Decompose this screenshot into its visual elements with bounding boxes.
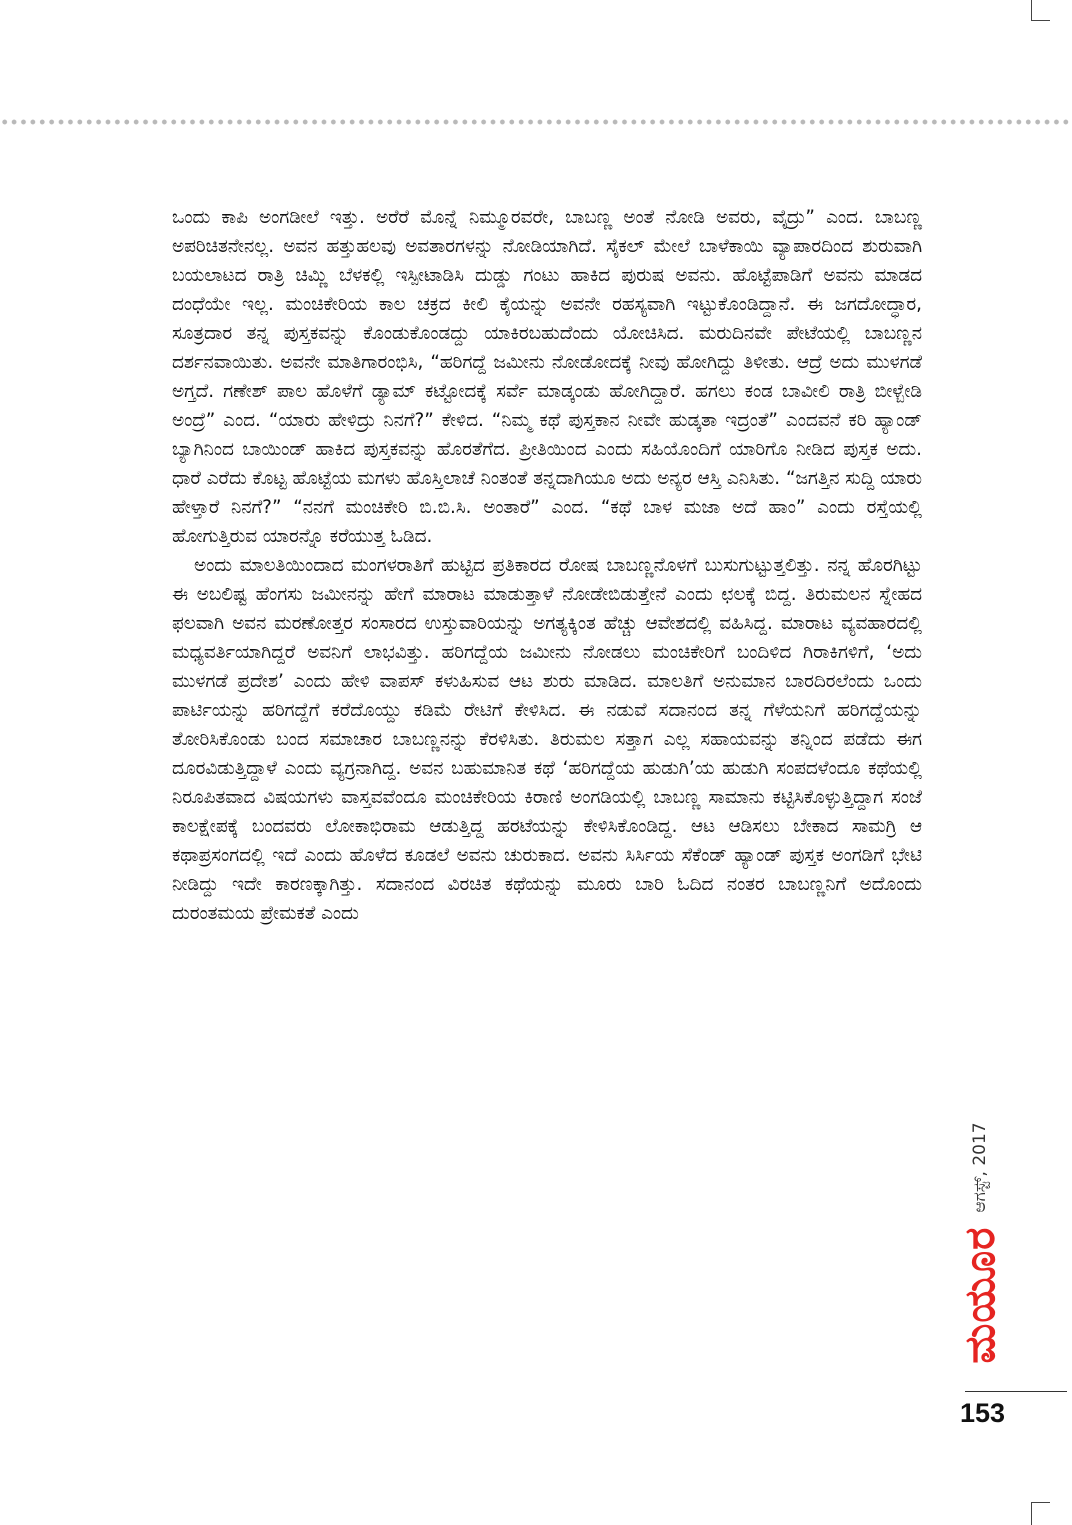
crop-mark-bottom	[1031, 1502, 1050, 1525]
magazine-logo: ಮಯೂರ	[955, 1226, 1004, 1364]
crop-mark-top	[1031, 0, 1050, 21]
magazine-masthead	[948, 1118, 1012, 1368]
issue-date: ಆಗಸ್ಟ್, 2017	[970, 1122, 990, 1213]
paragraph-1: ಒಂದು ಕಾಪಿ ಅಂಗಡೀಲೆ ಇತ್ತು. ಅರೆರೆ ಮೊನ್ನೆ ನಿಮ್ಮೂರವರೇ, ಬಾಬಣ್ಣ ಅಂತೆ ನೋಡಿ ಅವರು, ವೈದ್ರು” ಎಂದ. ಬಾಬಣ್ಣ ಅಪರಿಚಿತನೇನಲ್ಲ. ಅವನ ಹತ್ತುಹಲವು ಅವತಾರಗಳನ್ನು ನೋಡಿಯಾಗಿದೆ. ಸೈಕಲ್ ಮೇಲೆ ಬಾಳೆಕಾಯಿ ವ್ಯಾಪಾರದಿಂದ ಶುರುವಾಗಿ ಬಯಲಾಟದ ರಾತ್ರಿ ಚಿಮ್ಣಿ ಬೆಳಕಲ್ಲಿ ಇಸ್ಪೀಟಾಡಿಸಿ ದುಡ್ಡು ಗಂಟು ಹಾಕಿದ ಪುರುಷ ಅವನು. ಹೊಟ್ಟೆಪಾಡಿಗೆ ಅವನು ಮಾಡದ ದಂಧೆಯೇ ಇಲ್ಲ. ಮಂಚಿಕೇರಿಯ ಕಾಲ ಚಕ್ರದ ಕೀಲಿ ಕೈಯನ್ನು ಅವನೇ ರಹಸ್ಯವಾಗಿ ಇಟ್ಟುಕೊಂಡಿದ್ದಾನೆ. ಈ ಜಗದೋದ್ಧಾರ, ಸೂತ್ರದಾರ ತನ್ನ ಪುಸ್ತಕವನ್ನು ಕೊಂಡುಕೊಂಡದ್ದು ಯಾಕಿರಬಹುದೆಂದು ಯೋಚಿಸಿದ. ಮರುದಿನವೇ ಪೇಟೆಯಲ್ಲಿ ಬಾಬಣ್ಣನ ದರ್ಶನವಾಯಿತು. ಅವನೇ ಮಾತಿಗಾರಂಭಿಸಿ, “ಹರಿಗದ್ದೆ ಜಮೀನು ನೋಡೋದಕ್ಕೆ ನೀವು ಹೋಗಿದ್ದು ತಿಳೀತು. ಆದ್ರೆ ಅದು ಮುಳಗಡೆ ಅಗ್ತದೆ. ಗಣೇಶ್ ಪಾಲ ಹೊಳೆಗೆ ಡ್ಯಾಮ್ ಕಟ್ಟೋದಕ್ಕೆ ಸರ್ವೆ ಮಾಡ್ಕಂಡು ಹೋಗಿದ್ದಾರೆ. ಹಗಲು ಕಂಡ ಬಾವೀಲಿ ರಾತ್ರಿ ಬೀಳ್ಬೇಡಿ ಅಂದ್ರೆ” ಎಂದ. “ಯಾರು ಹೇಳಿದ್ರು ನಿನಗೆ?” ಕೇಳಿದ. “ನಿಮ್ಮ ಕಥೆ ಪುಸ್ತಕಾನ ನೀವೇ ಹುಡ್ಕತಾ ಇದ್ರಂತೆ” ಎಂದವನೆ ಕರಿ ಹ್ಯಾಂಡ್ ಬ್ಯಾಗಿನಿಂದ ಬಾಯಿಂಡ್ ಹಾಕಿದ ಪುಸ್ತಕವನ್ನು ಹೊರತೆಗೆದ. ಪ್ರೀತಿಯಿಂದ ಎಂದು ಸಹಿಯೊಂದಿಗೆ ಯಾರಿಗೊ ನೀಡಿದ ಪುಸ್ತಕ ಅದು. ಧಾರೆ ಎರೆದು ಕೊಟ್ಟ ಹೊಟ್ಟೆಯ ಮಗಳು ಹೊಸ್ತಿಲಾಚೆ ನಿಂತಂತೆ ತನ್ನದಾಗಿಯೂ ಅದು ಅನ್ಯರ ಆಸ್ತಿ ಎನಿಸಿತು. “ಜಗತ್ತಿನ ಸುದ್ದಿ ಯಾರು ಹೇಳ್ತಾರೆ ನಿನಗೆ?” “ನನಗೆ ಮಂಚಿಕೇರಿ ಬಿ.ಬಿ.ಸಿ. ಅಂತಾರೆ” ಎಂದ. “ಕಥೆ ಬಾಳ ಮಜಾ ಅದೆ ಹಾಂ” ಎಂದು ರಸ್ತೆಯಲ್ಲಿ ಹೋಗುತ್ತಿರುವ ಯಾರನ್ನೊ ಕರೆಯುತ್ತ ಓಡಿದ.	[172, 207, 922, 548]
paragraph-2: ಅಂದು ಮಾಲತಿಯಿಂದಾದ ಮಂಗಳರಾತಿಗೆ ಹುಟ್ಟಿದ ಪ್ರತಿಕಾರದ ರೋಷ ಬಾಬಣ್ಣನೊಳಗೆ ಬುಸುಗುಟ್ಟುತ್ತಲಿತ್ತು. ನನ್ನ ಹೊರಗಿಟ್ಟು ಈ ಅಬಲಿಷ್ಟ ಹೆಂಗಸು ಜಮೀನನ್ನು ಹೇಗೆ ಮಾರಾಟ ಮಾಡುತ್ತಾಳೆ ನೋಡೇಬಿಡುತ್ತೇನೆ ಎಂದು ಛಲಕ್ಕೆ ಬಿದ್ದ. ತಿರುಮಲನ ಸ್ನೇಹದ ಫಲವಾಗಿ ಅವನ ಮರಣೋತ್ತರ ಸಂಸಾರದ ಉಸ್ತುವಾರಿಯನ್ನು ಅಗತ್ಯಕ್ಕಿಂತ ಹೆಚ್ಚು ಆವೇಶದಲ್ಲಿ ವಹಿಸಿದ್ದ. ಮಾರಾಟ ವ್ಯವಹಾರದಲ್ಲಿ ಮಧ್ಯವರ್ತಿಯಾಗಿದ್ದರೆ ಅವನಿಗೆ ಲಾಭವಿತ್ತು. ಹರಿಗದ್ದೆಯ ಜಮೀನು ನೋಡಲು ಮಂಚಿಕೇರಿಗೆ ಬಂದಿಳಿದ ಗಿರಾಕಿಗಳಿಗೆ, ‘ಅದು ಮುಳಗಡೆ ಪ್ರದೇಶ’ ಎಂದು ಹೇಳಿ ವಾಪಸ್ ಕಳುಹಿಸುವ ಆಟ ಶುರು ಮಾಡಿದ. ಮಾಲತಿಗೆ ಅನುಮಾನ ಬಾರದಿರಲೆಂದು ಒಂದು ಪಾರ್ಟಿಯನ್ನು ಹರಿಗದ್ದೆಗೆ ಕರೆದೊಯ್ದು ಕಡಿಮೆ ರೇಟಿಗೆ ಕೇಳಿಸಿದ. ಈ ನಡುವೆ ಸದಾನಂದ ತನ್ನ ಗೆಳೆಯನಿಗೆ ಹರಿಗದ್ದೆಯನ್ನು ತೋರಿಸಿಕೊಂಡು ಬಂದ ಸಮಾಚಾರ ಬಾಬಣ್ಣನನ್ನು ಕೆರಳಿಸಿತು. ತಿರುಮಲ ಸತ್ತಾಗ ಎಲ್ಲ ಸಹಾಯವನ್ನು ತನ್ನಿಂದ ಪಡೆದು ಈಗ ದೂರವಿಡುತ್ತಿದ್ದಾಳೆ ಎಂದು ವ್ಯಗ್ರನಾಗಿದ್ದ. ಅವನ ಬಹುಮಾನಿತ ಕಥೆ ‘ಹರಿಗದ್ದೆಯ ಹುಡುಗಿ’ಯ ಹುಡುಗಿ ಸಂಪದಳೆಂದೂ ಕಥೆಯಲ್ಲಿ ನಿರೂಪಿತವಾದ ವಿಷಯಗಳು ವಾಸ್ತವವೆಂದೂ ಮಂಚಿಕೇರಿಯ ಕಿರಾಣಿ ಅಂಗಡಿಯಲ್ಲಿ ಬಾಬಣ್ಣ ಸಾಮಾನು ಕಟ್ಟಿಸಿಕೊಳ್ಳುತ್ತಿದ್ದಾಗ ಸಂಜೆ ಕಾಲಕ್ಷೇಪಕ್ಕೆ ಬಂದವರು ಲೋಕಾಭಿರಾಮ ಆಡುತ್ತಿದ್ದ ಹರಟೆಯನ್ನು ಕೇಳಿಸಿಕೊಂಡಿದ್ದ. ಆಟ ಆಡಿಸಲು ಬೇಕಾದ ಸಾಮಗ್ರಿ ಆ ಕಥಾಪ್ರಸಂಗದಲ್ಲಿ ಇದೆ ಎಂದು ಹೊಳೆದ ಕೂಡಲೆ ಅವನು ಚುರುಕಾದ. ಅವನು ಸಿರ್ಸಿಯ ಸೆಕೆಂಡ್ ಹ್ಯಾಂಡ್ ಪುಸ್ತಕ ಅಂಗಡಿಗೆ ಭೇಟಿ ನೀಡಿದ್ದು ಇದೇ ಕಾರಣಕ್ಕಾಗಿತ್ತು. ಸದಾನಂದ ವಿರಚಿತ ಕಥೆಯನ್ನು ಮೂರು ಬಾರಿ ಓದಿದ ನಂತರ ಬಾಬಣ್ಣನಿಗೆ ಅದೊಂದು ದುರಂತಮಯ ಪ್ರೇಮಕತೆ ಎಂದು	[172, 555, 922, 925]
page-number: 153	[960, 1398, 1006, 1428]
article-body	[172, 203, 922, 928]
page-number-rule	[965, 1391, 1067, 1392]
dotted-divider	[0, 117, 1072, 127]
